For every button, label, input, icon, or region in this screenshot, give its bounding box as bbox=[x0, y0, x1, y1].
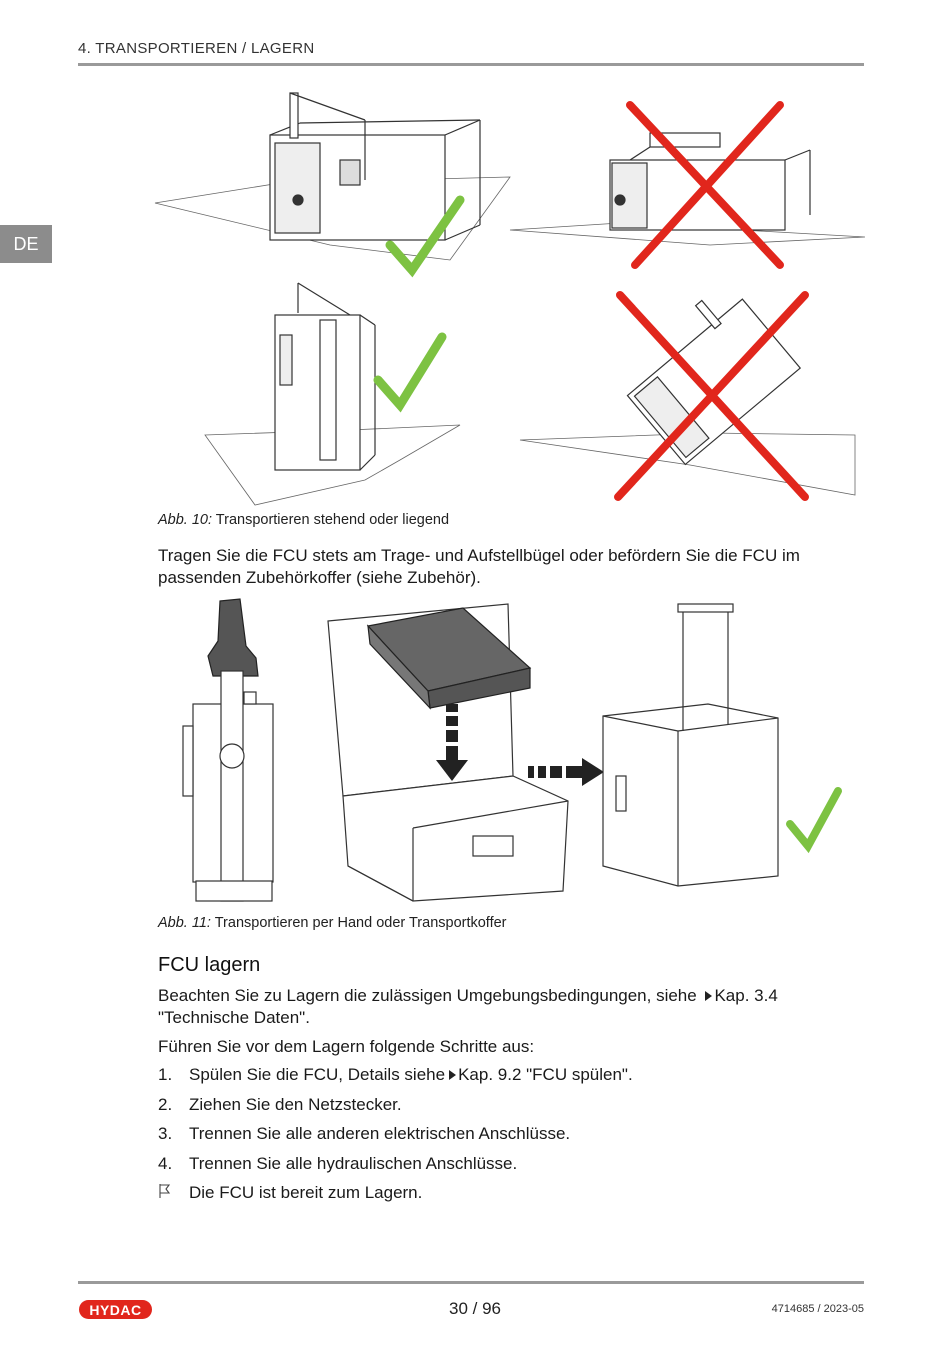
device-horizontal-correct bbox=[155, 93, 510, 260]
header-divider bbox=[78, 63, 864, 66]
figure-11-caption-number: Abb. 11: bbox=[158, 915, 211, 931]
language-tab: DE bbox=[0, 225, 52, 263]
device-upright-correct bbox=[205, 283, 460, 505]
result-flag-icon bbox=[158, 1183, 189, 1204]
list-item bbox=[158, 1154, 517, 1174]
move-arrow-icon bbox=[528, 758, 604, 786]
step-link[interactable]: Kap. 9.2 "FCU spülen". bbox=[458, 1065, 633, 1084]
step-text: Ziehen Sie den Netzstecker. bbox=[189, 1095, 402, 1114]
result-text: Die FCU ist bereit zum Lagern. bbox=[189, 1183, 423, 1202]
paragraph-carry: Tragen Sie die FCU stets am Trage- und Aufstellbügel oder befördern Sie die FCU im passenden Zubehörkoffer (siehe Zubehör). bbox=[158, 546, 800, 587]
device-tilted-wrong bbox=[520, 280, 855, 495]
storage-intro-link[interactable]: Kap. 3.4 bbox=[714, 986, 778, 1005]
hand-carrying-device bbox=[183, 599, 273, 901]
figure-10-illustration bbox=[150, 85, 865, 510]
list-item bbox=[158, 1065, 633, 1085]
figure-10-caption-number: Abb. 10: bbox=[158, 512, 213, 528]
hydac-logo: HYDAC bbox=[79, 1300, 152, 1319]
step-text: Trennen Sie alle hydraulischen Anschlüsse. bbox=[189, 1154, 518, 1173]
figure-10-caption bbox=[158, 512, 449, 528]
checkmark-icon bbox=[790, 791, 838, 846]
list-item bbox=[158, 1124, 570, 1144]
step-text: Spülen Sie die FCU, Details siehe Kap. 9.2 "FCU spülen". bbox=[189, 1065, 633, 1084]
step-number: 4. bbox=[158, 1154, 173, 1173]
result-item bbox=[158, 1183, 422, 1204]
step-number: 1. bbox=[158, 1065, 173, 1084]
figure-11-caption bbox=[158, 915, 507, 931]
step-number: 3. bbox=[158, 1124, 173, 1143]
list-item bbox=[158, 1095, 402, 1115]
cross-reference-arrow-icon bbox=[705, 991, 712, 1001]
storage-intro-link-title[interactable]: "Technische Daten". bbox=[158, 1008, 310, 1027]
step-text: Trennen Sie alle anderen elektrischen Anschlüsse. bbox=[189, 1124, 571, 1143]
step-number: 2. bbox=[158, 1095, 173, 1114]
footer-divider bbox=[78, 1281, 864, 1284]
closed-trolley-case bbox=[603, 604, 778, 886]
section-heading: FCU lagern bbox=[158, 954, 261, 976]
steps-intro: Führen Sie vor dem Lagern folgende Schritte aus: bbox=[158, 1037, 535, 1056]
storage-intro bbox=[158, 985, 858, 1029]
document-id: 4714685 / 2023-05 bbox=[771, 1303, 864, 1315]
figure-10-caption-text: Transportieren stehend oder liegend bbox=[215, 512, 450, 528]
storage-intro-text: Beachten Sie zu Lagern die zulässigen Umgebungsbedingungen, siehe bbox=[158, 986, 697, 1005]
device-upside-wrong bbox=[510, 133, 865, 245]
page-number: 30 / 96 bbox=[449, 1299, 501, 1318]
figure-11-illustration bbox=[178, 596, 848, 908]
cross-reference-arrow-icon bbox=[449, 1070, 456, 1080]
checkmark-icon bbox=[378, 337, 442, 405]
page-header-title: 4. TRANSPORTIEREN / LAGERN bbox=[78, 40, 315, 57]
open-transport-case bbox=[328, 604, 568, 901]
figure-11-caption-text: Transportieren per Hand oder Transportkoffer bbox=[214, 915, 507, 931]
